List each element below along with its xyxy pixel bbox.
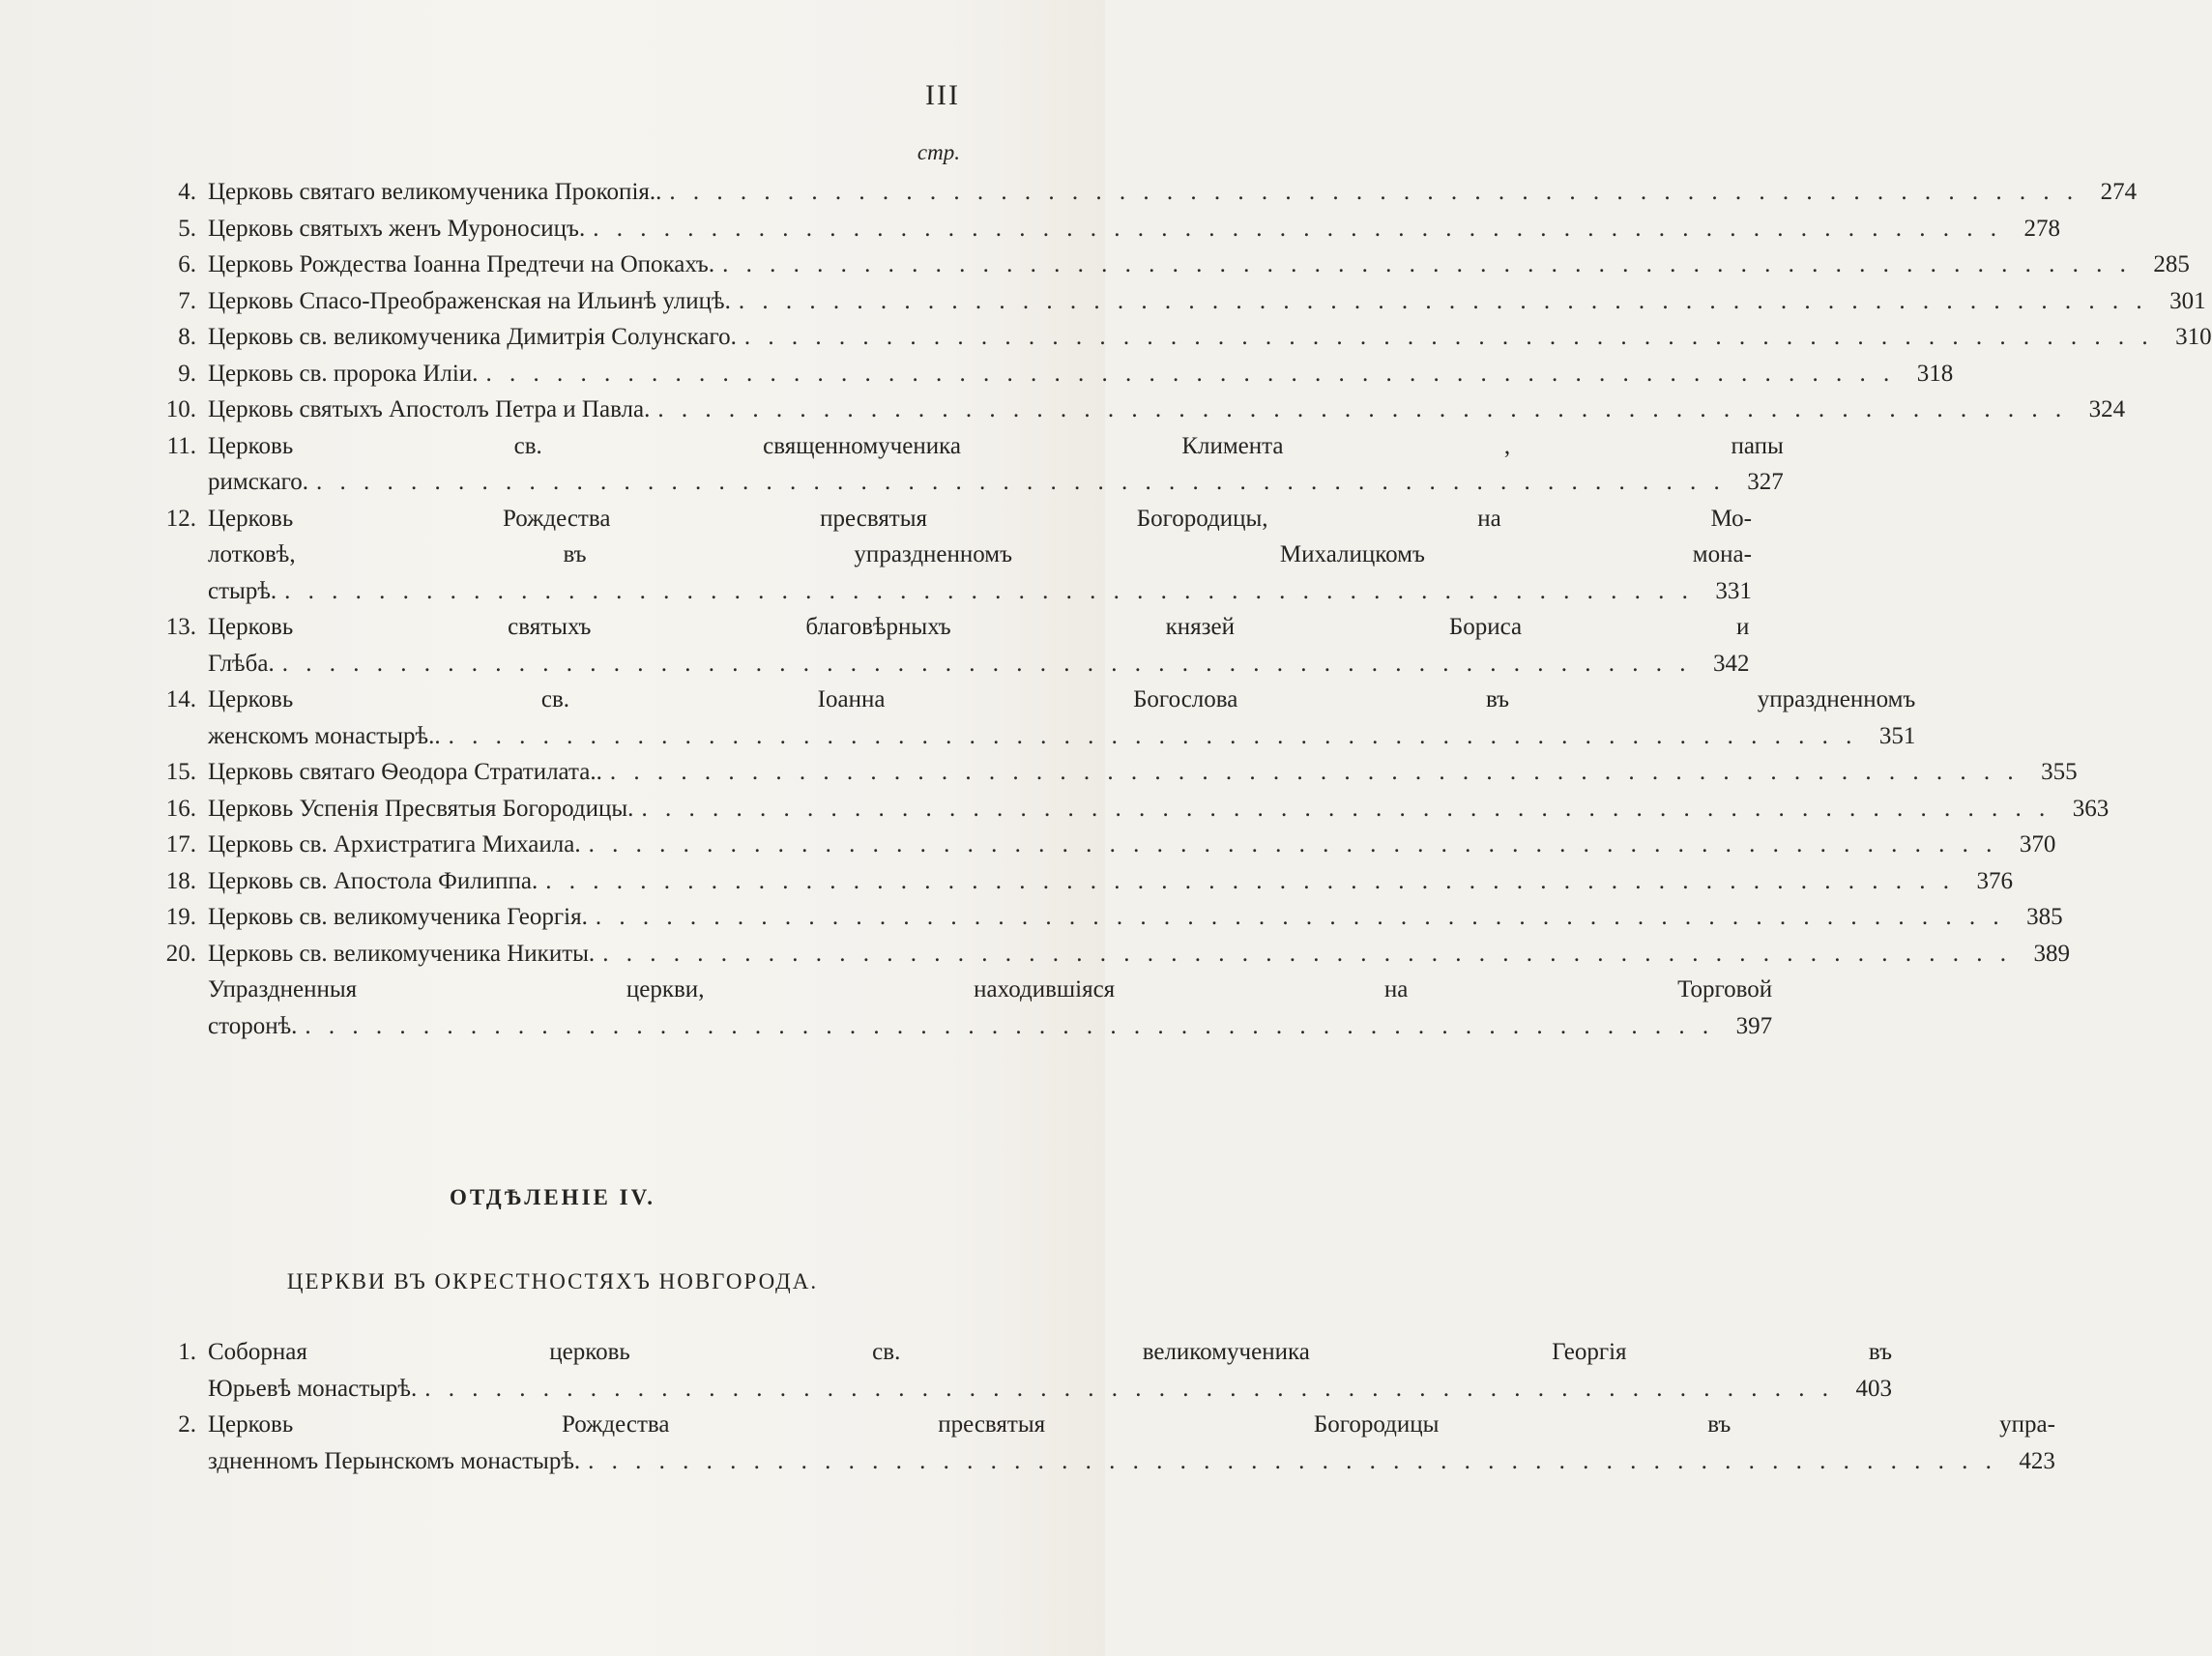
- toc-entry-number: 11.: [166, 432, 196, 459]
- toc-entry-title: женскомъ монастырѣ..: [208, 722, 441, 749]
- toc-entry-page: 285: [2153, 251, 2190, 277]
- toc-entry-line: [208, 718, 1915, 755]
- toc-entry: [141, 791, 2110, 828]
- toc-entry-title: здненномъ Перынскомъ монастырѣ.: [208, 1447, 581, 1474]
- toc-entry-number: 20.: [165, 940, 196, 967]
- toc-entry-page: 385: [2026, 904, 2063, 930]
- toc-entry: [141, 827, 2056, 863]
- toc-entry-number: 10.: [165, 396, 196, 422]
- toc-entry-number: 4.: [178, 179, 196, 205]
- toc-entry-page: 342: [1712, 650, 1750, 677]
- toc-entry-number: 1.: [178, 1339, 196, 1365]
- toc-entry: [141, 1334, 1893, 1407]
- page-number: III: [925, 79, 960, 111]
- toc-entry-number: 18.: [165, 867, 196, 894]
- page-column-label: стр.: [917, 140, 960, 164]
- toc-entry-body: [196, 211, 2060, 247]
- toc-entry-title: Церковь св. Архистратига Михаила.: [208, 831, 581, 857]
- dot-leader: [669, 174, 2079, 211]
- dot-leader: [641, 791, 2051, 828]
- toc-entry-body: [196, 609, 1749, 682]
- toc-entry-line: [208, 573, 1752, 610]
- toc-entry-body: [196, 501, 1752, 610]
- toc-entry-line: [208, 936, 2070, 973]
- dot-leader: [610, 754, 2020, 791]
- toc-entry-body: [196, 682, 1915, 754]
- toc-entry-page: 327: [1747, 469, 1784, 495]
- toc-entry: [141, 174, 2138, 211]
- toc-entry-page: 278: [2023, 215, 2060, 242]
- toc-entry: [141, 356, 1954, 392]
- toc-entry-body: [196, 791, 2109, 828]
- toc-entry-line: [208, 863, 2013, 900]
- toc-entry-title: Юрьевѣ монастырѣ.: [208, 1375, 418, 1402]
- toc-entry: [141, 211, 2060, 247]
- toc-entry-title: Церковь Рождества пресвятыя Богородицы въ упра-: [208, 1411, 2055, 1438]
- toc-entry-line: [208, 174, 2137, 211]
- toc-entry-page: 274: [2100, 179, 2138, 205]
- toc-entry-title: Глѣба.: [208, 650, 275, 677]
- dot-leader: [744, 319, 2154, 356]
- toc-entry-body: [196, 1334, 1892, 1407]
- toc-entry-title: Церковь святыхъ благовѣрныхъ князей Бориса и: [208, 614, 1750, 640]
- dot-leader: [316, 464, 1726, 501]
- dot-leader: [282, 646, 1692, 683]
- dot-leader: [284, 573, 1694, 610]
- toc-entry: [141, 609, 1750, 682]
- toc-entry-line: [208, 319, 2212, 356]
- toc-entry-title: Церковь Рождества пресвятыя Богородицы, на Мо-: [208, 505, 1752, 532]
- toc-entry-number: 9.: [178, 360, 196, 387]
- toc-entry-number: 7.: [178, 287, 196, 314]
- toc-entry-number: 6.: [178, 251, 196, 277]
- toc-entry-number: 5.: [178, 215, 196, 242]
- toc-entry-number: [141, 972, 196, 1044]
- dot-leader: [739, 283, 2148, 320]
- toc-entry-body: [196, 827, 2055, 863]
- toc-entry-number: 19.: [165, 904, 196, 930]
- toc-entry-body: [196, 283, 2206, 320]
- toc-entry-body: [196, 319, 2212, 356]
- toc-entry: [141, 754, 2078, 791]
- toc-entry-page: 331: [1715, 577, 1752, 604]
- toc-entry-number: 2.: [178, 1411, 196, 1438]
- toc-entry-page: 318: [1916, 360, 1954, 387]
- toc-entry-line: [208, 356, 1953, 392]
- toc-entry-line: [208, 464, 1784, 501]
- toc-entry-line: [208, 754, 2078, 791]
- toc-entry-title: римскаго.: [208, 469, 309, 495]
- toc-entry-line: [208, 1443, 2055, 1480]
- toc-entry-number: 8.: [178, 324, 196, 350]
- toc-entry-title: Церковь св. Іоанна Богослова въ упраздненномъ: [208, 686, 1916, 712]
- toc-entry-page: 301: [2169, 287, 2206, 314]
- toc-entry-title: Церковь св. великомученика Димитрія Солунскаго.: [208, 324, 737, 350]
- toc-entry-title: Церковь Спасо-Преображенская на Ильинѣ улицѣ.: [208, 287, 731, 314]
- toc-entry: [141, 428, 1784, 501]
- dot-leader: [602, 936, 2012, 973]
- toc-entry-body: [196, 936, 2070, 973]
- toc-entry-title: Соборная церковь св. великомученика Георгія въ: [208, 1339, 1893, 1365]
- toc-entry-title: Упраздненныя церкви, находившіяся на Торговой: [208, 976, 1773, 1002]
- toc-entry-line: [208, 827, 2055, 863]
- toc-entry-number: 14.: [165, 686, 196, 712]
- toc-entry-body: [196, 392, 2125, 428]
- toc-entry: [141, 863, 2013, 900]
- toc-entry: [141, 501, 1752, 610]
- toc-entry-title: Церковь св. великомученика Никиты.: [208, 940, 596, 967]
- toc-entry-body: [196, 428, 1784, 501]
- dot-leader: [449, 718, 1858, 755]
- toc-entry-page: 324: [2088, 396, 2126, 422]
- toc-entry-title: Церковь святыхъ Апостолъ Петра и Павла.: [208, 396, 651, 422]
- toc-entry-number: 17.: [165, 831, 196, 857]
- toc-entry-page: 376: [1976, 867, 2013, 894]
- dot-leader: [593, 211, 2002, 247]
- toc-entry-page: 355: [2041, 759, 2078, 785]
- toc-entry-line: [208, 791, 2109, 828]
- toc-entry-title: Церковь святаго Ѳеодора Стратилата..: [208, 759, 602, 785]
- toc-entry-page: 397: [1735, 1012, 1773, 1039]
- toc-entry-title: Церковь св. священномученика Климента , папы: [208, 432, 1784, 459]
- toc-entry-number: 15.: [165, 759, 196, 785]
- toc-entry-page: 389: [2033, 940, 2070, 967]
- toc-entry-title: Церковь святыхъ женъ Муроносицъ.: [208, 215, 586, 242]
- dot-leader: [722, 247, 2132, 283]
- section-heading: ОТДѢЛЕНІЕ IV.: [450, 1185, 655, 1209]
- toc-entry-page: 423: [2019, 1447, 2055, 1474]
- toc-entry: [141, 936, 2070, 973]
- toc-entry-title: Церковь святаго великомученика Прокопія..: [208, 179, 662, 205]
- toc-entry-title: Церковь св. Апостола Филиппа.: [208, 867, 538, 894]
- toc-entry-title: Церковь св. пророка Иліи.: [208, 360, 479, 387]
- toc-entry-title: стырѣ.: [208, 577, 277, 604]
- toc-entry-line: [208, 392, 2125, 428]
- toc-entry-line: [208, 1008, 1772, 1045]
- dot-leader: [596, 899, 2005, 936]
- dot-leader: [545, 863, 1955, 900]
- toc-entry-line: [208, 1371, 1892, 1408]
- toc-entry: [141, 972, 1773, 1044]
- section-title: ЦЕРКВИ ВЪ ОКРЕСТНОСТЯХЪ НОВГОРОДА.: [286, 1269, 819, 1293]
- toc-entry-line: [208, 247, 2190, 283]
- toc-entry-body: [196, 754, 2078, 791]
- dot-leader: [485, 356, 1895, 392]
- toc-list-part2: [141, 1334, 2055, 1479]
- dot-leader: [589, 827, 1998, 863]
- toc-entry-line: [208, 646, 1749, 683]
- toc-entry-number: 13.: [165, 614, 196, 640]
- dot-leader: [305, 1008, 1714, 1045]
- toc-entry-page: 351: [1878, 722, 1916, 749]
- toc-entry-body: [196, 174, 2137, 211]
- toc-entry-page: 363: [2072, 795, 2110, 822]
- toc-entry: [141, 247, 2190, 283]
- toc-entry-body: [196, 356, 1953, 392]
- toc-entry-number: 16.: [165, 795, 196, 822]
- toc-entry-title: Церковь св. великомученика Георгія.: [208, 904, 588, 930]
- toc-entry-body: [196, 247, 2190, 283]
- toc-entry-number: 12.: [165, 505, 196, 532]
- toc-entry: [141, 283, 2206, 320]
- toc-entry-body: [196, 972, 1772, 1044]
- dot-leader: [657, 392, 2067, 428]
- toc-entry-title: Церковь Рождества Іоанна Предтечи на Опокахъ.: [208, 251, 715, 277]
- dot-leader: [424, 1371, 1834, 1408]
- dot-leader: [588, 1443, 1997, 1480]
- toc-entry: [141, 682, 1916, 754]
- toc-entry-line: [208, 899, 2063, 936]
- toc-entry-body: [196, 1407, 2055, 1479]
- toc-entry-title: Церковь Успенія Пресвятыя Богородицы.: [208, 795, 634, 822]
- toc-entry: [141, 392, 2126, 428]
- toc-list-part1: [141, 174, 2212, 1044]
- toc-entry-line: [208, 283, 2206, 320]
- toc-entry: [141, 1407, 2055, 1479]
- toc-entry-body: [196, 863, 2013, 900]
- toc-entry: [141, 319, 2212, 356]
- toc-entry-title: лотковѣ, въ упраздненномъ Михалицкомъ мона-: [208, 541, 1752, 567]
- toc-entry-line: [208, 211, 2060, 247]
- toc-entry-body: [196, 899, 2063, 936]
- toc-entry-page: 370: [2019, 831, 2056, 857]
- toc-entry-page: 403: [1855, 1375, 1893, 1402]
- toc-entry-title: сторонѣ.: [208, 1012, 298, 1039]
- toc-entry-page: 310: [2175, 324, 2212, 350]
- toc-entry: [141, 899, 2063, 936]
